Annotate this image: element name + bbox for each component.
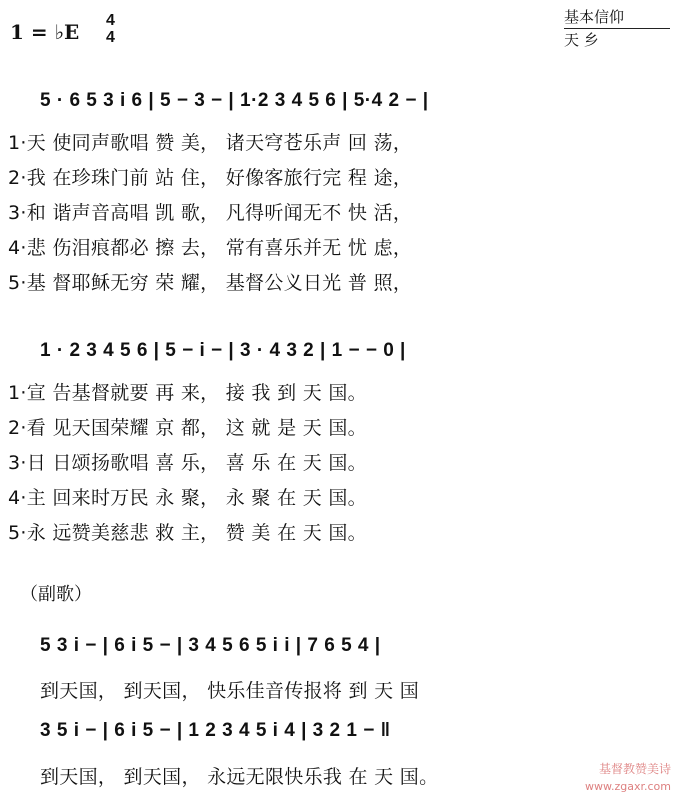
row1-lyric-1: 1·天 使同声歌唱 赞 美， 诸天穹苍乐声 回 荡， [8, 132, 413, 154]
credit-line1: 基本信仰 [564, 8, 625, 26]
row2-lyric-5: 5·永 远赞美慈悲 救 主， 赞 美 在 天 国。 [8, 522, 367, 544]
time-top: 4 [106, 12, 115, 29]
row2-lyric-4: 4·主 回来时万民 永 聚， 永 聚 在 天 国。 [8, 487, 367, 509]
chorus1-notes: 5 3 i − | 6 i 5 − | 3 4 5 6 5 i i | 7 6 5 4 | [40, 635, 381, 656]
row1-lyric-3: 3·和 谐声音高唱 凯 歌， 凡得听闻无不 快 活， [8, 202, 413, 224]
chorus1-lyrics: 到天国， 到天国， 快乐佳音传报将 到 天 国 [40, 680, 420, 702]
chorus-label: （副歌） [20, 584, 92, 605]
chorus2-notes: 3 5 i − | 6 i 5 − | 1 2 3 4 5 i 4 | 3 2 1 − ‖ [40, 720, 391, 741]
row1-notes: 5 · 6 5 3 i 6 | 5 − 3 − | 1·2 3 4 5 6 | 5·4 2 − | [40, 90, 429, 111]
row2-lyric-3: 3·日 日颂扬歌唱 喜 乐， 喜 乐 在 天 国。 [8, 452, 367, 474]
row1-lyric-4: 4·悲 伤泪痕都必 擦 去， 常有喜乐并无 忧 虑， [8, 237, 413, 259]
row2-lyric-1: 1·宣 告基督就要 再 来， 接 我 到 天 国。 [8, 382, 367, 404]
time-bottom: 4 [106, 29, 115, 46]
key-signature: 1 = ♭E [10, 20, 80, 44]
chorus2-lyrics: 到天国， 到天国， 永远无限快乐我 在 天 国。 [40, 766, 439, 788]
watermark-text: 基督教赞美诗 [598, 762, 671, 776]
row1-lyric-2: 2·我 在珍珠门前 站 住， 好像客旅行完 程 途， [8, 167, 413, 189]
credit-line2: 天 乡 [564, 31, 599, 49]
row2-notes: 1 · 2 3 4 5 6 | 5 − i − | 3 · 4 3 2 | 1 − − 0 | [40, 340, 406, 361]
watermark-url: www.zgaxr.com [585, 780, 671, 793]
credit [564, 8, 670, 49]
row2-lyric-2: 2·看 见天国荣耀 京 都， 这 就 是 天 国。 [8, 417, 367, 439]
time-signature [106, 12, 115, 46]
credit-rule [564, 28, 670, 29]
row1-lyric-5: 5·基 督耶稣无穷 荣 耀， 基督公义日光 普 照， [8, 272, 413, 294]
